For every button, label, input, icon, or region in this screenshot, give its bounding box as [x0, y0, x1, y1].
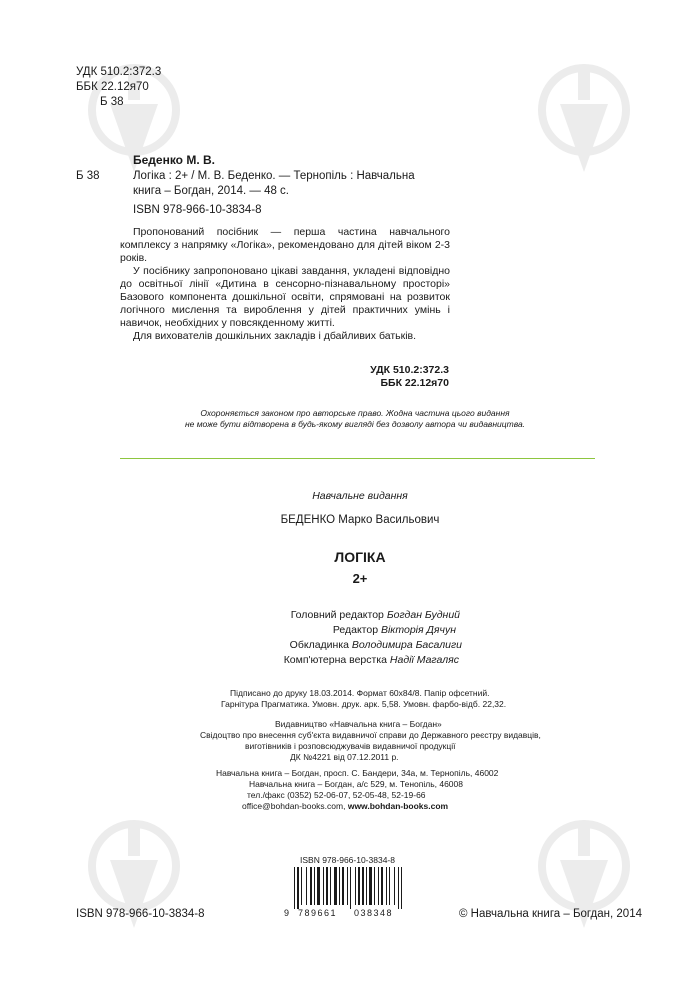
barcode-bar: [355, 867, 356, 905]
credit-name: Володимира Басалиги: [351, 639, 462, 651]
description-para-1: Пропонований посібник — перша частина навчального комплексу з напрямку «Логіка», рекомендовано для дітей віком 2-3 років.: [120, 226, 450, 264]
barcode-bar: [401, 867, 402, 909]
barcode-bar: [394, 867, 395, 905]
credit-role: Комп'ютерна верстка: [283, 654, 387, 666]
publisher-line-3: виготівників і розповсюджувачів видавничої продукції: [245, 741, 456, 751]
barcode-bar: [358, 867, 360, 905]
credit-name: Надії Магаляс: [389, 654, 459, 666]
green-divider: [120, 458, 595, 459]
catalog-code: Б 38: [100, 96, 124, 108]
barcode-bar: [342, 867, 344, 905]
barcode-digits-left: 789661: [298, 908, 338, 918]
description-para-3: Для вихователів дошкільних закладів і дбайливих батьків.: [133, 330, 417, 342]
edition-title: ЛОГІКА: [334, 549, 386, 565]
barcode-bar: [369, 867, 372, 905]
credit-name: Вікторія Дячун: [380, 624, 456, 636]
edition-subtitle: 2+: [352, 571, 368, 586]
barcode-digit-first: 9: [284, 908, 290, 918]
copyright-notice-line-1: Охороняється законом про авторське право. Жодна частина цього видання: [200, 408, 510, 418]
publisher-line-2: Свідоцтво про внесення суб'єкта видавничої справи до Державного реєстру видавців,: [200, 730, 541, 740]
credit-role: Обкладинка: [289, 639, 349, 651]
barcode-bar: [297, 867, 299, 909]
barcode-bar: [301, 867, 302, 905]
barcode-bar: [326, 867, 328, 905]
credit-editor: [200, 624, 456, 637]
address-contacts: [242, 801, 448, 812]
print-info-line-2: Гарнітура Прагматика. Умовн. друк. арк. 5,58. Умовн. фарбо-відб. 22,32.: [221, 699, 507, 709]
print-info-line-1: Підписано до друку 18.03.2014. Формат 60х84/8. Папір офсетний.: [230, 688, 490, 698]
credit-layout: [200, 654, 459, 667]
barcode-bar: [347, 867, 348, 905]
footer-isbn: ISBN 978-966-10-3834-8: [76, 908, 205, 920]
address-email: office@bohdan-books.com,: [242, 801, 346, 811]
address-line-3: тел./факс (0352) 52-06-07, 52-05-48, 52-19-66: [247, 790, 426, 800]
barcode-bar: [306, 867, 307, 905]
barcode-isbn: ISBN 978-966-10-3834-8: [300, 855, 395, 865]
barcode-bar: [330, 867, 331, 905]
barcode-bar: [378, 867, 379, 905]
watermark-logo-top-right: [538, 64, 630, 180]
description: [120, 226, 450, 343]
description-para-2: У посібнику запропоновано цікаві завдання, укладені відповідно до освітньої лінії «Дитина в сенсорно-пізнавальному просторі» Базового компонента дошкільної освіти, спрямовані на розвиток логічного мислення та вироблення у дітей практичних умінь і навичок, необхідних у повсякденному житті.: [120, 265, 450, 329]
barcode-bar: [389, 867, 390, 905]
address-website: www.bohdan-books.com: [347, 801, 449, 811]
address-line-2: Навчальна книга – Богдан, а/с 529, м. Тенопіль, 46008: [249, 779, 463, 789]
barcode-bar: [350, 867, 351, 909]
barcode-bar: [374, 867, 375, 905]
catalog-bbk: ББК 22.12я70: [76, 81, 149, 93]
bib-isbn: ISBN 978-966-10-3834-8: [133, 204, 262, 216]
edition-type: Навчальне видання: [312, 490, 408, 502]
bib-line-1: Логіка : 2+ / М. В. Беденко. — Тернопіль : Навчальна: [133, 170, 415, 182]
bib-author: Беденко М. В.: [133, 153, 216, 167]
barcode-bar: [366, 867, 367, 905]
publisher-line-4: ДК №4221 від 07.12.2011 р.: [290, 752, 399, 762]
barcode-bar: [314, 867, 315, 905]
barcode-bar: [334, 867, 337, 905]
footer-copyright: © Навчальна книга – Богдан, 2014: [459, 908, 642, 920]
credit-role: Редактор: [332, 624, 379, 636]
bib-line-2: книга – Богдан, 2014. — 48 с.: [133, 185, 289, 197]
bib-code: Б 38: [76, 170, 100, 182]
codes-bbk-right: ББК 22.12я70: [380, 377, 449, 389]
credit-chief-editor: [200, 609, 460, 622]
codes-udk-right: УДК 510.2:372.3: [370, 364, 449, 376]
barcode-digits-right: 038348: [354, 908, 394, 918]
credit-role: Головний редактор: [290, 609, 384, 621]
edition-author-full: БЕДЕНКО Марко Васильович: [280, 514, 440, 526]
credit-name: Богдан Будний: [386, 609, 460, 621]
barcode-bar: [323, 867, 324, 905]
copyright-notice-line-2: не може бути відтворена в будь-якому вигляді без дозволу автора чи видавництва.: [184, 419, 526, 429]
credit-cover: [200, 639, 462, 652]
barcode-bar: [362, 867, 364, 905]
barcode-bar: [386, 867, 387, 905]
address-line-1: Навчальна книга – Богдан, просп. С. Бандери, 34а, м. Тернопіль, 46002: [216, 768, 499, 778]
barcode-bar: [310, 867, 312, 905]
barcode: [290, 867, 410, 909]
catalog-udk: УДК 510.2:372.3: [76, 66, 162, 78]
barcode-bar: [294, 867, 295, 909]
barcode-bar: [381, 867, 383, 905]
publisher-line-1: Видавництво «Навчальна книга – Богдан»: [275, 719, 442, 729]
barcode-bar: [339, 867, 340, 905]
barcode-bar: [398, 867, 399, 909]
barcode-bar: [317, 867, 320, 905]
